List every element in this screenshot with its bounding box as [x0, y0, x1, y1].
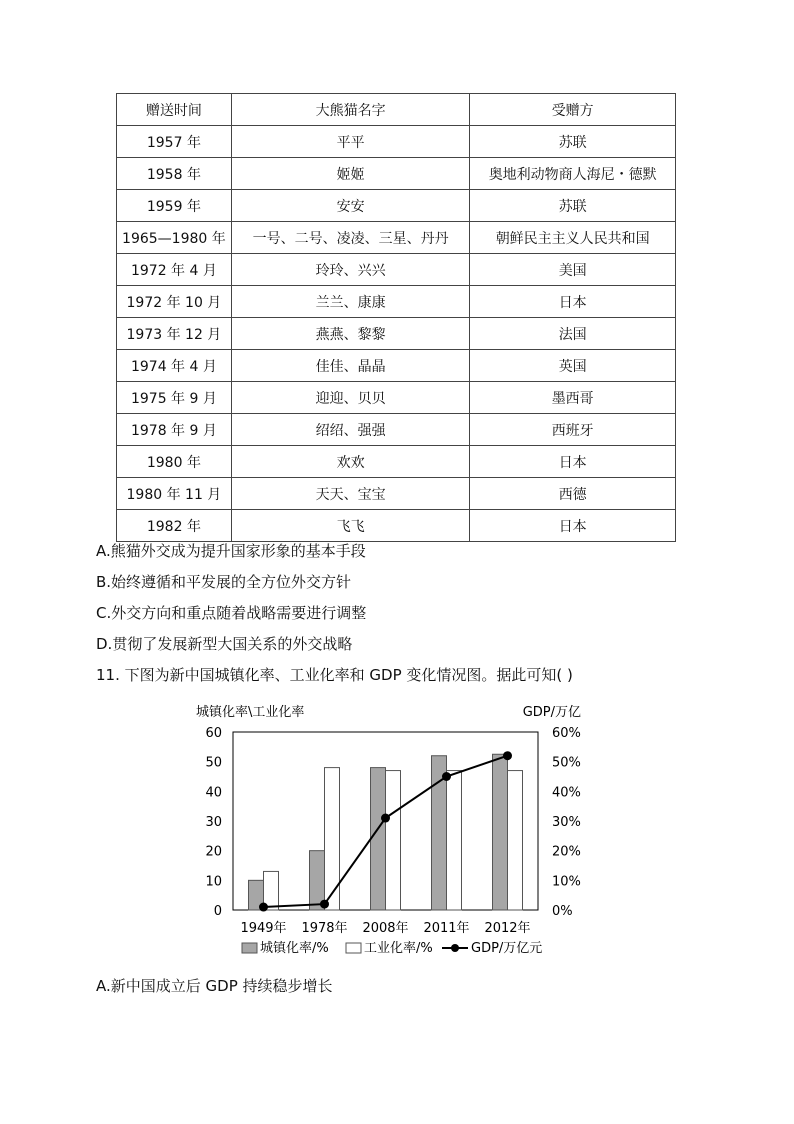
gdp-point: [503, 751, 512, 760]
cell-gift-time: 1965—1980 年: [117, 222, 232, 254]
cell-recipient: 西班牙: [470, 414, 676, 446]
cell-panda-name: 迎迎、贝贝: [231, 382, 470, 414]
q10-option-b: B.始终遵循和平发展的全方位外交方针: [96, 573, 352, 591]
cell-panda-name: 燕燕、黎黎: [231, 318, 470, 350]
gdp-point: [442, 772, 451, 781]
cell-gift-time: 1980 年 11 月: [117, 478, 232, 510]
right-tick-label: 40%: [552, 785, 581, 801]
category-label: 1978年: [301, 921, 348, 936]
left-tick-label: 0: [213, 904, 222, 919]
cell-panda-name: 绍绍、强强: [231, 414, 470, 446]
right-tick-label: 50%: [552, 755, 581, 771]
category-label: 2008年: [362, 921, 409, 936]
cell-panda-name: 安安: [231, 190, 470, 222]
bar-urbanization: [371, 768, 386, 910]
table-row: [117, 478, 676, 510]
cell-panda-name: 玲玲、兴兴: [231, 254, 470, 286]
table-row: [117, 510, 676, 542]
q10-option-c: C.外交方向和重点随着战略需要进行调整: [96, 604, 367, 622]
cell-recipient: 墨西哥: [470, 382, 676, 414]
left-tick-label: 50: [205, 755, 222, 771]
left-tick-label: 10: [205, 874, 222, 890]
header-gift-time: 赠送时间: [117, 94, 232, 126]
q11-option-a: A.新中国成立后 GDP 持续稳步增长: [96, 977, 333, 995]
bar-industrialization: [325, 768, 340, 910]
bar-industrialization: [386, 771, 401, 910]
cell-panda-name: 飞飞: [231, 510, 470, 542]
table-row: [117, 446, 676, 478]
header-panda-name: 大熊猫名字: [231, 94, 470, 126]
cell-gift-time: 1958 年: [117, 158, 232, 190]
table-row: [117, 414, 676, 446]
right-tick-label: 60%: [552, 726, 581, 741]
table-row: [117, 382, 676, 414]
cell-recipient: 日本: [470, 286, 676, 318]
legend-marker-gdp: [451, 944, 459, 952]
cell-recipient: 奥地利动物商人海尼・德默: [470, 158, 676, 190]
table-row: [117, 126, 676, 158]
cell-panda-name: 一号、二号、凌凌、三星、丹丹: [231, 222, 470, 254]
right-tick-label: 20%: [552, 844, 581, 860]
cell-recipient: 苏联: [470, 190, 676, 222]
bar-industrialization: [508, 771, 523, 910]
q10-option-a: A.熊猫外交成为提升国家形象的基本手段: [96, 542, 366, 560]
left-tick-label: 20: [205, 844, 222, 860]
right-tick-label: 10%: [552, 874, 581, 890]
cell-gift-time: 1975 年 9 月: [117, 382, 232, 414]
table-header-row: [117, 94, 676, 126]
bar-urbanization: [493, 754, 508, 910]
gdp-point: [381, 814, 390, 823]
category-label: 2012年: [484, 921, 531, 936]
cell-gift-time: 1974 年 4 月: [117, 350, 232, 382]
table-row: [117, 254, 676, 286]
table-row: [117, 158, 676, 190]
gdp-point: [259, 903, 268, 912]
cell-recipient: 美国: [470, 254, 676, 286]
cell-panda-name: 天天、宝宝: [231, 478, 470, 510]
cell-gift-time: 1982 年: [117, 510, 232, 542]
cell-gift-time: 1973 年 12 月: [117, 318, 232, 350]
cell-panda-name: 平平: [231, 126, 470, 158]
cell-recipient: 西德: [470, 478, 676, 510]
left-axis-title: 城镇化率\工业化率: [196, 705, 305, 720]
right-axis-title: GDP/万亿: [522, 705, 581, 720]
category-label: 1949年: [240, 921, 287, 936]
left-tick-label: 30: [205, 815, 222, 830]
cell-gift-time: 1980 年: [117, 446, 232, 478]
cell-recipient: 法国: [470, 318, 676, 350]
legend-label-urbanization: 城镇化率/%: [260, 941, 329, 956]
cell-recipient: 英国: [470, 350, 676, 382]
panda-gift-table: [116, 93, 676, 542]
cell-gift-time: 1972 年 4 月: [117, 254, 232, 286]
table-row: [117, 286, 676, 318]
bar-industrialization: [447, 771, 462, 910]
urbanization-gdp-chart: [186, 698, 586, 970]
cell-gift-time: 1978 年 9 月: [117, 414, 232, 446]
cell-recipient: 日本: [470, 510, 676, 542]
left-tick-label: 40: [205, 785, 222, 801]
q11-stem: 11. 下图为新中国城镇化率、工业化率和 GDP 变化情况图。据此可知( ): [96, 666, 573, 684]
category-label: 2011年: [423, 921, 470, 936]
cell-recipient: 日本: [470, 446, 676, 478]
right-tick-label: 0%: [552, 904, 573, 919]
legend-swatch-industrialization: [346, 943, 361, 953]
cell-panda-name: 佳佳、晶晶: [231, 350, 470, 382]
cell-gift-time: 1957 年: [117, 126, 232, 158]
q10-option-d: D.贯彻了发展新型大国关系的外交战略: [96, 635, 353, 653]
left-tick-label: 60: [205, 726, 222, 741]
right-tick-label: 30%: [552, 815, 581, 830]
cell-panda-name: 兰兰、康康: [231, 286, 470, 318]
table-row: [117, 350, 676, 382]
cell-gift-time: 1972 年 10 月: [117, 286, 232, 318]
cell-panda-name: 欢欢: [231, 446, 470, 478]
table-row: [117, 318, 676, 350]
gdp-point: [320, 900, 329, 909]
cell-recipient: 朝鲜民主主义人民共和国: [470, 222, 676, 254]
legend-swatch-urbanization: [242, 943, 257, 953]
legend-label-gdp: GDP/万亿元: [471, 941, 543, 956]
header-recipient: 受赠方: [470, 94, 676, 126]
table-row: [117, 190, 676, 222]
cell-panda-name: 姬姬: [231, 158, 470, 190]
table-row: [117, 222, 676, 254]
cell-gift-time: 1959 年: [117, 190, 232, 222]
legend-label-industrialization: 工业化率/%: [364, 941, 433, 956]
cell-recipient: 苏联: [470, 126, 676, 158]
